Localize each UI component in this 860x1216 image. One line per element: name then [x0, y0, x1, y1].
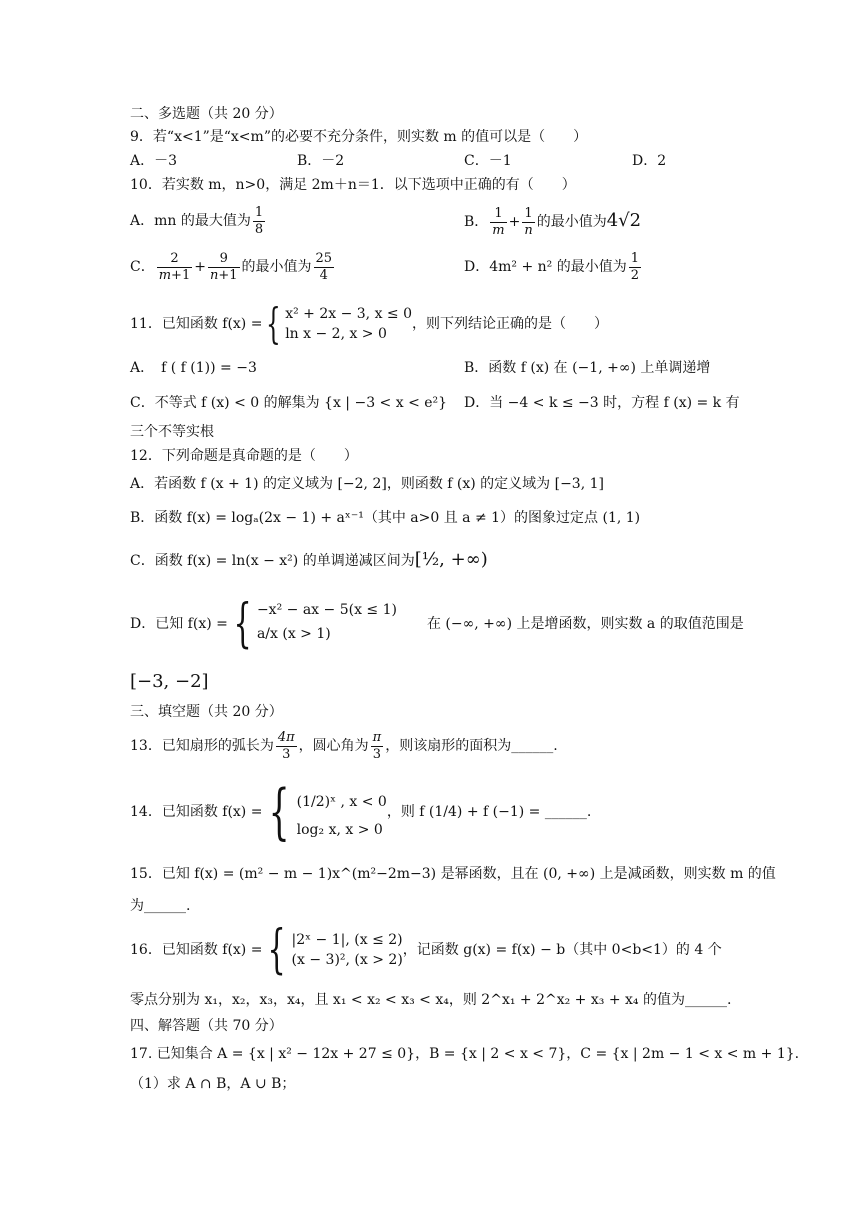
piecewise	[292, 930, 403, 970]
frac-2-over-m-plus-1	[157, 251, 193, 284]
q10-c-fraction	[314, 251, 335, 284]
q12-option-a: A．若函数 f (x + 1) 的定义域为 [−2, 2]，则函数 f (x) 的定义域为 [−3, 1]	[130, 476, 604, 492]
brace-symbol: {	[266, 299, 282, 348]
q10-d-text: D．4m² + n² 的最小值为	[464, 259, 627, 275]
frac-den: n	[524, 222, 533, 238]
q9-option-c: C．－1	[464, 153, 512, 169]
frac-num: 2	[157, 251, 193, 268]
brace-symbol: {	[267, 920, 287, 980]
q14-tail: ，则 f (1/4) + f (−1) = ______.	[386, 804, 592, 820]
frac-den: n+1	[209, 267, 238, 283]
frac-num: π	[372, 729, 382, 745]
question-17-part-1: （1）求 A ∩ B，A ∪ B；	[130, 1076, 296, 1092]
q10-b-value: 4√2	[606, 210, 642, 231]
section-heading-fill-in: 三、填空题（共 20 分）	[130, 704, 283, 720]
frac-num: 25	[315, 250, 333, 266]
case-1: x² + 2x − 3, x ≤ 0	[285, 306, 413, 322]
q11-option-c: C．不等式 f (x) < 0 的解集为 {x | −3 < x < e²}	[130, 395, 448, 411]
q11-prefix: 11．已知函数 f(x) =	[130, 316, 263, 332]
frac-den: 3	[282, 746, 291, 762]
case-1: |2ˣ − 1|, (x ≤ 2)	[291, 932, 403, 948]
brace-symbol: {	[233, 594, 252, 654]
q12-option-d-continued: [−3, −2]	[130, 671, 209, 692]
question-9-stem: 9．若“x<1”是“x<m”的必要不充分条件，则实数 m 的值可以是（ ）	[130, 129, 588, 145]
case-2: ln x − 2, x > 0	[285, 326, 387, 342]
frac-num: 1	[254, 204, 264, 220]
question-14	[130, 777, 592, 847]
q13-prefix: 13．已知扇形的弧长为	[130, 738, 274, 754]
case-2: log₂ x, x > 0	[296, 822, 383, 838]
question-15-line-2: 为______.	[130, 898, 191, 914]
section-heading-solutions: 四、解答题（共 70 分）	[130, 1018, 283, 1034]
q10-option-a	[130, 204, 267, 238]
question-16	[130, 920, 722, 980]
piecewise	[297, 784, 387, 840]
frac-1-over-m	[490, 206, 506, 239]
q12-c-text: C．函数 f(x) = ln(x − x²) 的单调递减区间为	[130, 553, 415, 569]
q13-angle-fraction	[371, 730, 384, 763]
q12-option-b: B．函数 f(x) = logₐ(2x − 1) + aˣ⁻¹（其中 a>0 且 a ≠ 1）的图象过定点 (1, 1)	[130, 510, 641, 526]
question-11-stem	[130, 299, 609, 348]
q10-a-fraction	[253, 205, 265, 238]
piecewise	[285, 304, 412, 344]
q10-option-b: B． $\frac{1}{m}$ + $\frac{1}{n}$ 的最小值为4√2	[464, 205, 642, 238]
case-1: −x² − ax − 5(x ≤ 1)	[256, 602, 397, 618]
frac-num: 1	[630, 250, 640, 266]
question-10-stem: 10．若实数 m，n>0，满足 2m＋n＝1．以下选项中正确的有（ ）	[130, 177, 576, 193]
q9-option-a: A．－3	[130, 153, 178, 169]
q13-mid: ，圆心角为	[298, 738, 369, 754]
q12-c-interval: [½, +∞)	[414, 549, 488, 570]
q11-option-a: A． f ( f (1)) = −3	[130, 360, 257, 376]
frac-num: 1	[490, 206, 506, 223]
q9-option-b: B．－2	[297, 153, 345, 169]
frac-num: 4π	[277, 729, 295, 745]
q13-tail: ，则该扇形的面积为______.	[385, 738, 558, 754]
case-2: (x − 3)², (x > 2)	[291, 952, 403, 968]
frac-num: 9	[208, 251, 240, 268]
q10-a-text: A．mn 的最大值为	[130, 213, 251, 229]
q12-option-d	[130, 594, 744, 654]
q10-c-label: C．	[130, 259, 155, 275]
q10-option-d	[464, 250, 643, 284]
q16-prefix: 16．已知函数 f(x) =	[130, 942, 263, 958]
question-13	[130, 726, 558, 766]
frac-9-over-n-plus-1	[208, 251, 240, 284]
q10-d-fraction	[629, 251, 641, 284]
frac-den: 4	[319, 267, 328, 283]
q10-c-tail: 的最小值为	[241, 259, 312, 275]
case-2: a/x (x > 1)	[256, 626, 331, 642]
frac-1-over-n	[522, 206, 534, 239]
frac-den: 2	[630, 267, 640, 283]
q13-arc-fraction	[276, 730, 297, 763]
frac-num: 1	[522, 206, 534, 223]
q10-b-tail: 的最小值为	[536, 214, 607, 230]
case-1: (1/2)ˣ , x < 0	[296, 794, 387, 810]
question-15-line-1: 15．已知 f(x) = (m² − m − 1)x^(m²−2m−3) 是幂函数，且在 (0, +∞) 上是减函数，则实数 m 的值	[130, 866, 776, 882]
q14-prefix: 14．已知函数 f(x) =	[130, 804, 263, 820]
frac-den: 8	[254, 221, 264, 237]
q9-option-d: D．2	[632, 153, 667, 169]
q11-option-b: B．函数 f (x) 在 (−1, +∞) 上单调递增	[464, 360, 711, 376]
q11-option-d: D．当 −4 < k ≤ −3 时，方程 f (x) = k 有	[464, 395, 740, 411]
q10-b-label: B．	[464, 214, 489, 230]
frac-den: 3	[372, 746, 382, 762]
question-12-stem: 12．下列命题是真命题的是（ ）	[130, 448, 358, 464]
q16-tail: ，记函数 g(x) = f(x) − b（其中 0<b<1）的 4 个	[402, 942, 722, 958]
q11-option-d-continued: 三个不等实根	[130, 424, 214, 440]
piecewise	[257, 600, 397, 648]
question-16-line-2: 零点分别为 x₁，x₂，x₃，x₄，且 x₁ < x₂ < x₃ < x₄，则 2^x₁ + 2^x₂ + x₃ + x₄ 的值为______.	[130, 992, 732, 1008]
section-heading-multiple-choice: 二、多选题（共 20 分）	[130, 106, 283, 122]
frac-den: m	[492, 222, 505, 238]
brace-symbol: {	[269, 777, 291, 847]
q12-option-c	[130, 550, 488, 571]
q12-d-prefix: D．已知 f(x) =	[130, 616, 228, 632]
q11-tail: ，则下列结论正确的是（ ）	[412, 316, 609, 332]
q12-d-tail: 在 (−∞, +∞) 上是增函数，则实数 a 的取值范围是	[426, 616, 744, 632]
frac-den: m+1	[158, 267, 191, 283]
question-17-stem: 17. 已知集合 A = {x | x² − 12x + 27 ≤ 0}，B = {x | 2 < x < 7}，C = {x | 2m − 1 < x < m + 1}.	[130, 1046, 800, 1062]
q10-option-c: C． $\frac{2}{m+1}$ + $\frac{9}{n+1}$ 的最小值为 $\frac{25}{4}$	[130, 250, 333, 283]
